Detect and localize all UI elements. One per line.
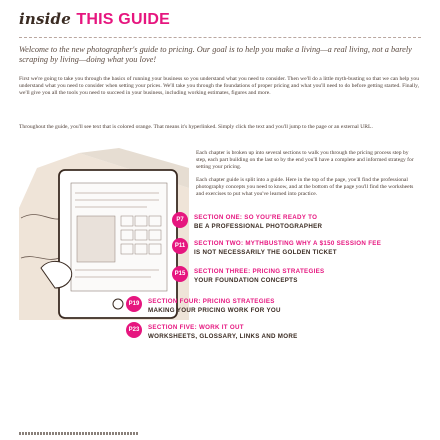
section-subtitle: YOUR FOUNDATION CONCEPTS <box>194 277 298 284</box>
intro-paragraph: Welcome to the new photographer's guide to pricing. Our goal is to help you make a living—a real living, not a barely scraping by living—doing what you love! <box>19 45 412 64</box>
title-divider <box>19 37 421 38</box>
page-number-badge: P23 <box>126 322 142 338</box>
title-caps: THIS GUIDE <box>76 11 170 28</box>
footer-divider <box>19 432 139 435</box>
section-title: SECTION TWO: MYTHBUSTING WHY A $150 SESSION FEE <box>194 240 382 247</box>
body-paragraph-1: First we're going to take you through the basics of running your business so you understand what you need to consider. Then we'll do a little myth-busting so that we can help you understand what you need to consider when setting your prices. We'll take you through the foundations of proper pricing and what you'll need to do before getting started. Finally, we'll give you all the tools you need to succeed in your business, including working estimates, figures and more. <box>19 76 419 97</box>
section-title: SECTION ONE: SO YOU'RE READY TO <box>194 214 318 221</box>
section-subtitle: BE A PROFESSIONAL PHOTOGRAPHER <box>194 223 323 230</box>
guide-description <box>196 150 420 203</box>
page-title <box>19 10 170 29</box>
section-subtitle: IS NOT NECESSARILY THE GOLDEN TICKET <box>194 249 337 256</box>
title-lead: inside <box>19 10 71 28</box>
section-title: SECTION FOUR: PRICING STRATEGIES <box>148 298 275 305</box>
page-number-badge: P15 <box>172 266 188 282</box>
section-subtitle: WORKSHEETS, GLOSSARY, LINKS AND MORE <box>148 333 298 340</box>
guide-paragraph-2: Each chapter guide is split into a guide. Here in the top of the page, you'll find the professional photography concepts you need to know, and at the bottom of the page you'll find the worksheets and exercises to put what you've learned into practice. <box>196 176 414 198</box>
page-number-badge: P7 <box>172 212 188 228</box>
section-subtitle: MAKING YOUR PRICING WORK FOR YOU <box>148 307 281 314</box>
tablet-illustration <box>19 148 189 320</box>
section-title: SECTION FIVE: WORK IT OUT <box>148 324 244 331</box>
guide-paragraph-1: Each chapter is broken up into several sections to walk you through the pricing process step by step, each part building on the last so by the end you'll have a complete and informed strategy for setting your pricing. <box>196 150 414 171</box>
body-paragraph-2: Throughout the guide, you'll see text that is colored orange. That means it's hyperlinked. Simply click the text and you'll jump to the page or an external URL. <box>19 124 373 130</box>
page-number-badge: P19 <box>126 296 142 312</box>
section-title: SECTION THREE: PRICING STRATEGIES <box>194 268 325 275</box>
page-number-badge: P11 <box>172 238 188 254</box>
